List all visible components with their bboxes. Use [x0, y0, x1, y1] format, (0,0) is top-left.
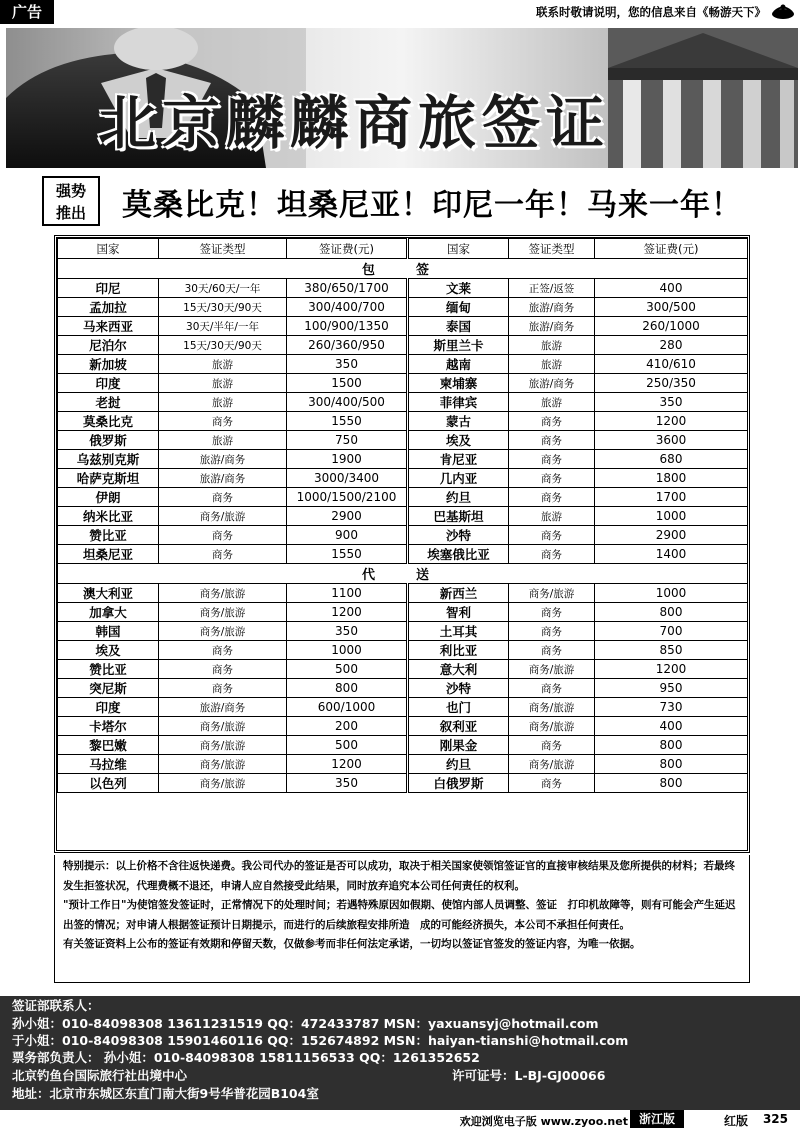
visa-fee-cell: 260/1000 [595, 317, 748, 336]
visa-fee-cell: 1200 [595, 660, 748, 679]
country-cell: 哈萨克斯坦 [58, 469, 159, 488]
header-country: 国家 [408, 239, 509, 259]
country-cell: 蒙古 [408, 412, 509, 431]
visa-type-cell: 旅游/商务 [509, 374, 595, 393]
visa-fee-cell: 1000/1500/2100 [287, 488, 408, 507]
visa-fee-cell: 1550 [287, 545, 408, 564]
section-daisong [58, 564, 748, 584]
table-row [58, 298, 748, 317]
contact-line-3: 票务部负责人： 孙小姐：010-84098308 15811156533 QQ：1261352652 [12, 1050, 480, 1065]
country-cell: 老挝 [58, 393, 159, 412]
visa-fee-cell: 1800 [595, 469, 748, 488]
country-cell: 新西兰 [408, 584, 509, 603]
banner [6, 28, 798, 168]
table-row [58, 641, 748, 660]
table-row [58, 622, 748, 641]
visa-type-cell: 商务 [509, 622, 595, 641]
visa-type-cell: 商务 [509, 679, 595, 698]
country-cell: 几内亚 [408, 469, 509, 488]
visa-fee-cell: 1550 [287, 412, 408, 431]
visa-type-cell: 商务 [509, 412, 595, 431]
country-cell: 印度 [58, 374, 159, 393]
magazine-logo-icon [770, 2, 796, 22]
footer-red-edition: 红版 [723, 1114, 748, 1128]
visa-fee-cell: 3000/3400 [287, 469, 408, 488]
section-baoqian [58, 259, 748, 279]
country-cell: 土耳其 [408, 622, 509, 641]
country-cell: 乌兹别克斯 [58, 450, 159, 469]
visa-type-cell: 30天/半年/一年 [159, 317, 287, 336]
visa-type-cell: 商务/旅游 [509, 660, 595, 679]
header-visa-fee: 签证费(元) [595, 239, 748, 259]
visa-fee-cell: 1100 [287, 584, 408, 603]
promo-badge [42, 176, 100, 226]
contact-heading: 签证部联系人： [12, 998, 100, 1013]
visa-type-cell: 商务 [509, 603, 595, 622]
country-cell: 纳米比亚 [58, 507, 159, 526]
note-paragraph-3: 有关签证资料上公布的签证有效期和停留天数，仅做参考而非任何法定承诺，一切均以签证官签发的签证内容，为唯一依据。 [63, 938, 641, 950]
country-cell: 新加坡 [58, 355, 159, 374]
table-row [58, 545, 748, 564]
country-cell: 莫桑比克 [58, 412, 159, 431]
visa-type-cell: 旅游/商务 [509, 317, 595, 336]
visa-type-cell: 旅游 [159, 431, 287, 450]
table-row [58, 279, 748, 298]
header-country: 国家 [58, 239, 159, 259]
country-cell: 黎巴嫩 [58, 736, 159, 755]
table-row [58, 774, 748, 793]
visa-fee-cell: 680 [595, 450, 748, 469]
top-note: 联系时敬请说明，您的信息来自《畅游天下》 [536, 5, 766, 19]
country-cell: 白俄罗斯 [408, 774, 509, 793]
visa-fee-cell: 1200 [595, 412, 748, 431]
visa-type-cell: 旅游 [509, 336, 595, 355]
country-cell: 越南 [408, 355, 509, 374]
table-row [58, 603, 748, 622]
table-row [58, 584, 748, 603]
visa-type-cell: 商务/旅游 [159, 507, 287, 526]
visa-fee-cell: 1200 [287, 603, 408, 622]
visa-type-cell: 商务 [509, 774, 595, 793]
country-cell: 俄罗斯 [58, 431, 159, 450]
country-cell: 缅甸 [408, 298, 509, 317]
visa-fee-cell: 200 [287, 717, 408, 736]
country-cell: 沙特 [408, 679, 509, 698]
visa-type-cell: 15天/30天/90天 [159, 298, 287, 317]
country-cell: 赞比亚 [58, 660, 159, 679]
contact-line-1: 孙小姐：010-84098308 13611231519 QQ：472433787 MSN：yaxuansyj@hotmail.com [12, 1016, 599, 1031]
visa-fee-cell: 300/400/500 [287, 393, 408, 412]
country-cell: 埃及 [58, 641, 159, 660]
visa-price-table [57, 238, 748, 793]
table-row [58, 450, 748, 469]
visa-type-cell: 商务 [509, 431, 595, 450]
contact-address: 地址：北京市东城区东直门南大街9号华普花园B104室 [12, 1086, 319, 1101]
visa-type-cell: 商务 [509, 469, 595, 488]
visa-type-cell: 旅游 [509, 393, 595, 412]
visa-type-cell: 商务 [159, 641, 287, 660]
country-cell: 也门 [408, 698, 509, 717]
visa-fee-cell: 400 [595, 279, 748, 298]
country-cell: 菲律宾 [408, 393, 509, 412]
country-cell: 马来西亚 [58, 317, 159, 336]
table-header-row [58, 239, 748, 259]
visa-type-cell: 旅游 [509, 355, 595, 374]
visa-type-cell: 商务/旅游 [159, 603, 287, 622]
visa-type-cell: 商务 [509, 641, 595, 660]
visa-type-cell: 商务/旅游 [509, 755, 595, 774]
visa-type-cell: 旅游/商务 [159, 698, 287, 717]
country-cell: 沙特 [408, 526, 509, 545]
country-cell: 埃及 [408, 431, 509, 450]
visa-type-cell: 商务 [509, 526, 595, 545]
note-paragraph-2: "预计工作日"为使馆签发签证时，正常情况下的处理时间；若遇特殊原因如假期、使馆内部人员调整、签证 打印机故障等，则有可能会产生延迟出签的情况；对申请人根据签证预计日期提示，而进行的后续旅程安排所造 成的可能经济损失，本公司不承担任何责任。 [63, 899, 736, 931]
visa-type-cell: 商务 [159, 488, 287, 507]
visa-type-cell: 商务 [509, 736, 595, 755]
country-cell: 澳大利亚 [58, 584, 159, 603]
country-cell: 印度 [58, 698, 159, 717]
country-cell: 意大利 [408, 660, 509, 679]
country-cell: 约旦 [408, 755, 509, 774]
visa-fee-cell: 350 [287, 622, 408, 641]
table-row [58, 431, 748, 450]
country-cell: 加拿大 [58, 603, 159, 622]
visa-fee-cell: 800 [595, 755, 748, 774]
visa-type-cell: 旅游/商务 [159, 469, 287, 488]
visa-type-cell: 商务/旅游 [509, 698, 595, 717]
table-row [58, 679, 748, 698]
visa-type-cell: 商务/旅游 [509, 584, 595, 603]
country-cell: 卡塔尔 [58, 717, 159, 736]
country-cell: 文莱 [408, 279, 509, 298]
country-cell: 巴基斯坦 [408, 507, 509, 526]
visa-type-cell: 商务 [159, 526, 287, 545]
footer-welcome: 欢迎浏览电子版 www.zyoo.net [459, 1115, 628, 1128]
country-cell: 利比亚 [408, 641, 509, 660]
visa-type-cell: 15天/30天/90天 [159, 336, 287, 355]
country-cell: 约旦 [408, 488, 509, 507]
visa-fee-cell: 950 [595, 679, 748, 698]
promo-row [42, 176, 782, 228]
visa-fee-cell: 350 [595, 393, 748, 412]
country-cell: 叙利亚 [408, 717, 509, 736]
visa-fee-cell: 350 [287, 355, 408, 374]
country-cell: 刚果金 [408, 736, 509, 755]
country-cell: 韩国 [58, 622, 159, 641]
visa-table-frame [54, 235, 750, 853]
visa-fee-cell: 800 [595, 736, 748, 755]
country-cell: 肯尼亚 [408, 450, 509, 469]
visa-fee-cell: 750 [287, 431, 408, 450]
country-cell: 智利 [408, 603, 509, 622]
country-cell: 坦桑尼亚 [58, 545, 159, 564]
table-row [58, 507, 748, 526]
visa-fee-cell: 400 [595, 717, 748, 736]
visa-type-cell: 正签/返签 [509, 279, 595, 298]
page-footer [0, 1110, 800, 1128]
visa-type-cell: 30天/60天/一年 [159, 279, 287, 298]
visa-type-cell: 旅游/商务 [159, 450, 287, 469]
header-visa-fee: 签证费(元) [287, 239, 408, 259]
visa-fee-cell: 300/500 [595, 298, 748, 317]
promo-badge-line1: 强势 [55, 182, 86, 200]
building-columns-icon [608, 28, 798, 168]
section-title: 代 送 [58, 564, 748, 584]
visa-fee-cell: 800 [595, 774, 748, 793]
table-row [58, 336, 748, 355]
header-visa-type: 签证类型 [159, 239, 287, 259]
country-cell: 孟加拉 [58, 298, 159, 317]
table-row [58, 736, 748, 755]
country-cell: 马拉维 [58, 755, 159, 774]
country-cell: 突尼斯 [58, 679, 159, 698]
visa-fee-cell: 500 [287, 736, 408, 755]
ad-tag: 广告 [0, 0, 54, 24]
visa-type-cell: 商务 [159, 660, 287, 679]
visa-type-cell: 旅游/商务 [509, 298, 595, 317]
visa-fee-cell: 1700 [595, 488, 748, 507]
visa-fee-cell: 730 [595, 698, 748, 717]
country-cell: 印尼 [58, 279, 159, 298]
table-row [58, 317, 748, 336]
visa-fee-cell: 1000 [595, 507, 748, 526]
table-row [58, 698, 748, 717]
country-cell: 以色列 [58, 774, 159, 793]
visa-fee-cell: 260/360/950 [287, 336, 408, 355]
country-cell: 泰国 [408, 317, 509, 336]
table-row [58, 526, 748, 545]
visa-fee-cell: 500 [287, 660, 408, 679]
visa-type-cell: 旅游 [159, 393, 287, 412]
visa-type-cell: 商务 [159, 412, 287, 431]
country-cell: 伊朗 [58, 488, 159, 507]
visa-type-cell: 商务/旅游 [159, 584, 287, 603]
visa-fee-cell: 1000 [595, 584, 748, 603]
note-paragraph-1: 特别提示：以上价格不含往返快递费。我公司代办的签证是否可以成功，取决于相关国家使领馆签证官的直接审核结果及您所提供的材料；若最终发生拒签状况，代理费概不退还，申请人应自然接受此结果，同时放弃追究本公司任何责任的权利。 [63, 860, 735, 892]
visa-type-cell: 商务/旅游 [159, 717, 287, 736]
visa-type-cell: 商务/旅游 [509, 717, 595, 736]
visa-type-cell: 商务 [509, 545, 595, 564]
visa-type-cell: 商务/旅游 [159, 755, 287, 774]
visa-type-cell: 旅游 [159, 374, 287, 393]
promo-badge-line2: 推出 [55, 204, 86, 222]
contact-agency: 北京钓鱼台国际旅行社出境中心 [12, 1068, 188, 1083]
promo-text: 莫桑比克！坦桑尼亚！印尼一年！马来一年！ [122, 188, 742, 223]
country-cell: 柬埔寨 [408, 374, 509, 393]
visa-type-cell: 商务 [509, 488, 595, 507]
visa-fee-cell: 300/400/700 [287, 298, 408, 317]
visa-type-cell: 商务/旅游 [159, 774, 287, 793]
table-row [58, 660, 748, 679]
visa-fee-cell: 350 [287, 774, 408, 793]
visa-fee-cell: 800 [595, 603, 748, 622]
visa-fee-cell: 1200 [287, 755, 408, 774]
top-bar [0, 0, 800, 26]
visa-fee-cell: 700 [595, 622, 748, 641]
country-cell: 埃塞俄比亚 [408, 545, 509, 564]
visa-type-cell: 旅游 [159, 355, 287, 374]
contact-license: 许可证号：L-BJ-GJ00066 [452, 1068, 606, 1083]
visa-type-cell: 商务 [509, 450, 595, 469]
banner-title: 北京麟麟商旅签证 [98, 89, 611, 157]
contact-block [0, 996, 800, 1110]
visa-fee-cell: 1000 [287, 641, 408, 660]
table-row [58, 469, 748, 488]
visa-fee-cell: 850 [595, 641, 748, 660]
visa-fee-cell: 800 [287, 679, 408, 698]
section-title: 包 签 [58, 259, 748, 279]
country-cell: 赞比亚 [58, 526, 159, 545]
table-row [58, 393, 748, 412]
visa-type-cell: 旅游 [509, 507, 595, 526]
visa-fee-cell: 1400 [595, 545, 748, 564]
table-row [58, 717, 748, 736]
visa-fee-cell: 2900 [287, 507, 408, 526]
visa-fee-cell: 410/610 [595, 355, 748, 374]
table-row [58, 374, 748, 393]
notes-box [54, 855, 750, 983]
visa-fee-cell: 1500 [287, 374, 408, 393]
table-row [58, 355, 748, 374]
visa-fee-cell: 900 [287, 526, 408, 545]
table-row [58, 755, 748, 774]
visa-fee-cell: 1900 [287, 450, 408, 469]
visa-type-cell: 商务/旅游 [159, 622, 287, 641]
contact-line-2: 于小姐：010-84098308 15901460116 QQ：152674892 MSN：haiyan-tianshi@hotmail.com [12, 1033, 629, 1048]
visa-fee-cell: 2900 [595, 526, 748, 545]
visa-fee-cell: 380/650/1700 [287, 279, 408, 298]
visa-fee-cell: 600/1000 [287, 698, 408, 717]
footer-edition: 浙江版 [630, 1110, 684, 1128]
visa-fee-cell: 280 [595, 336, 748, 355]
visa-fee-cell: 3600 [595, 431, 748, 450]
country-cell: 尼泊尔 [58, 336, 159, 355]
visa-type-cell: 商务/旅游 [159, 736, 287, 755]
visa-fee-cell: 250/350 [595, 374, 748, 393]
header-visa-type: 签证类型 [509, 239, 595, 259]
table-row [58, 412, 748, 431]
page-number: 325 [762, 1112, 788, 1126]
visa-type-cell: 商务 [159, 679, 287, 698]
country-cell: 斯里兰卡 [408, 336, 509, 355]
visa-type-cell: 商务 [159, 545, 287, 564]
visa-fee-cell: 100/900/1350 [287, 317, 408, 336]
table-row [58, 488, 748, 507]
